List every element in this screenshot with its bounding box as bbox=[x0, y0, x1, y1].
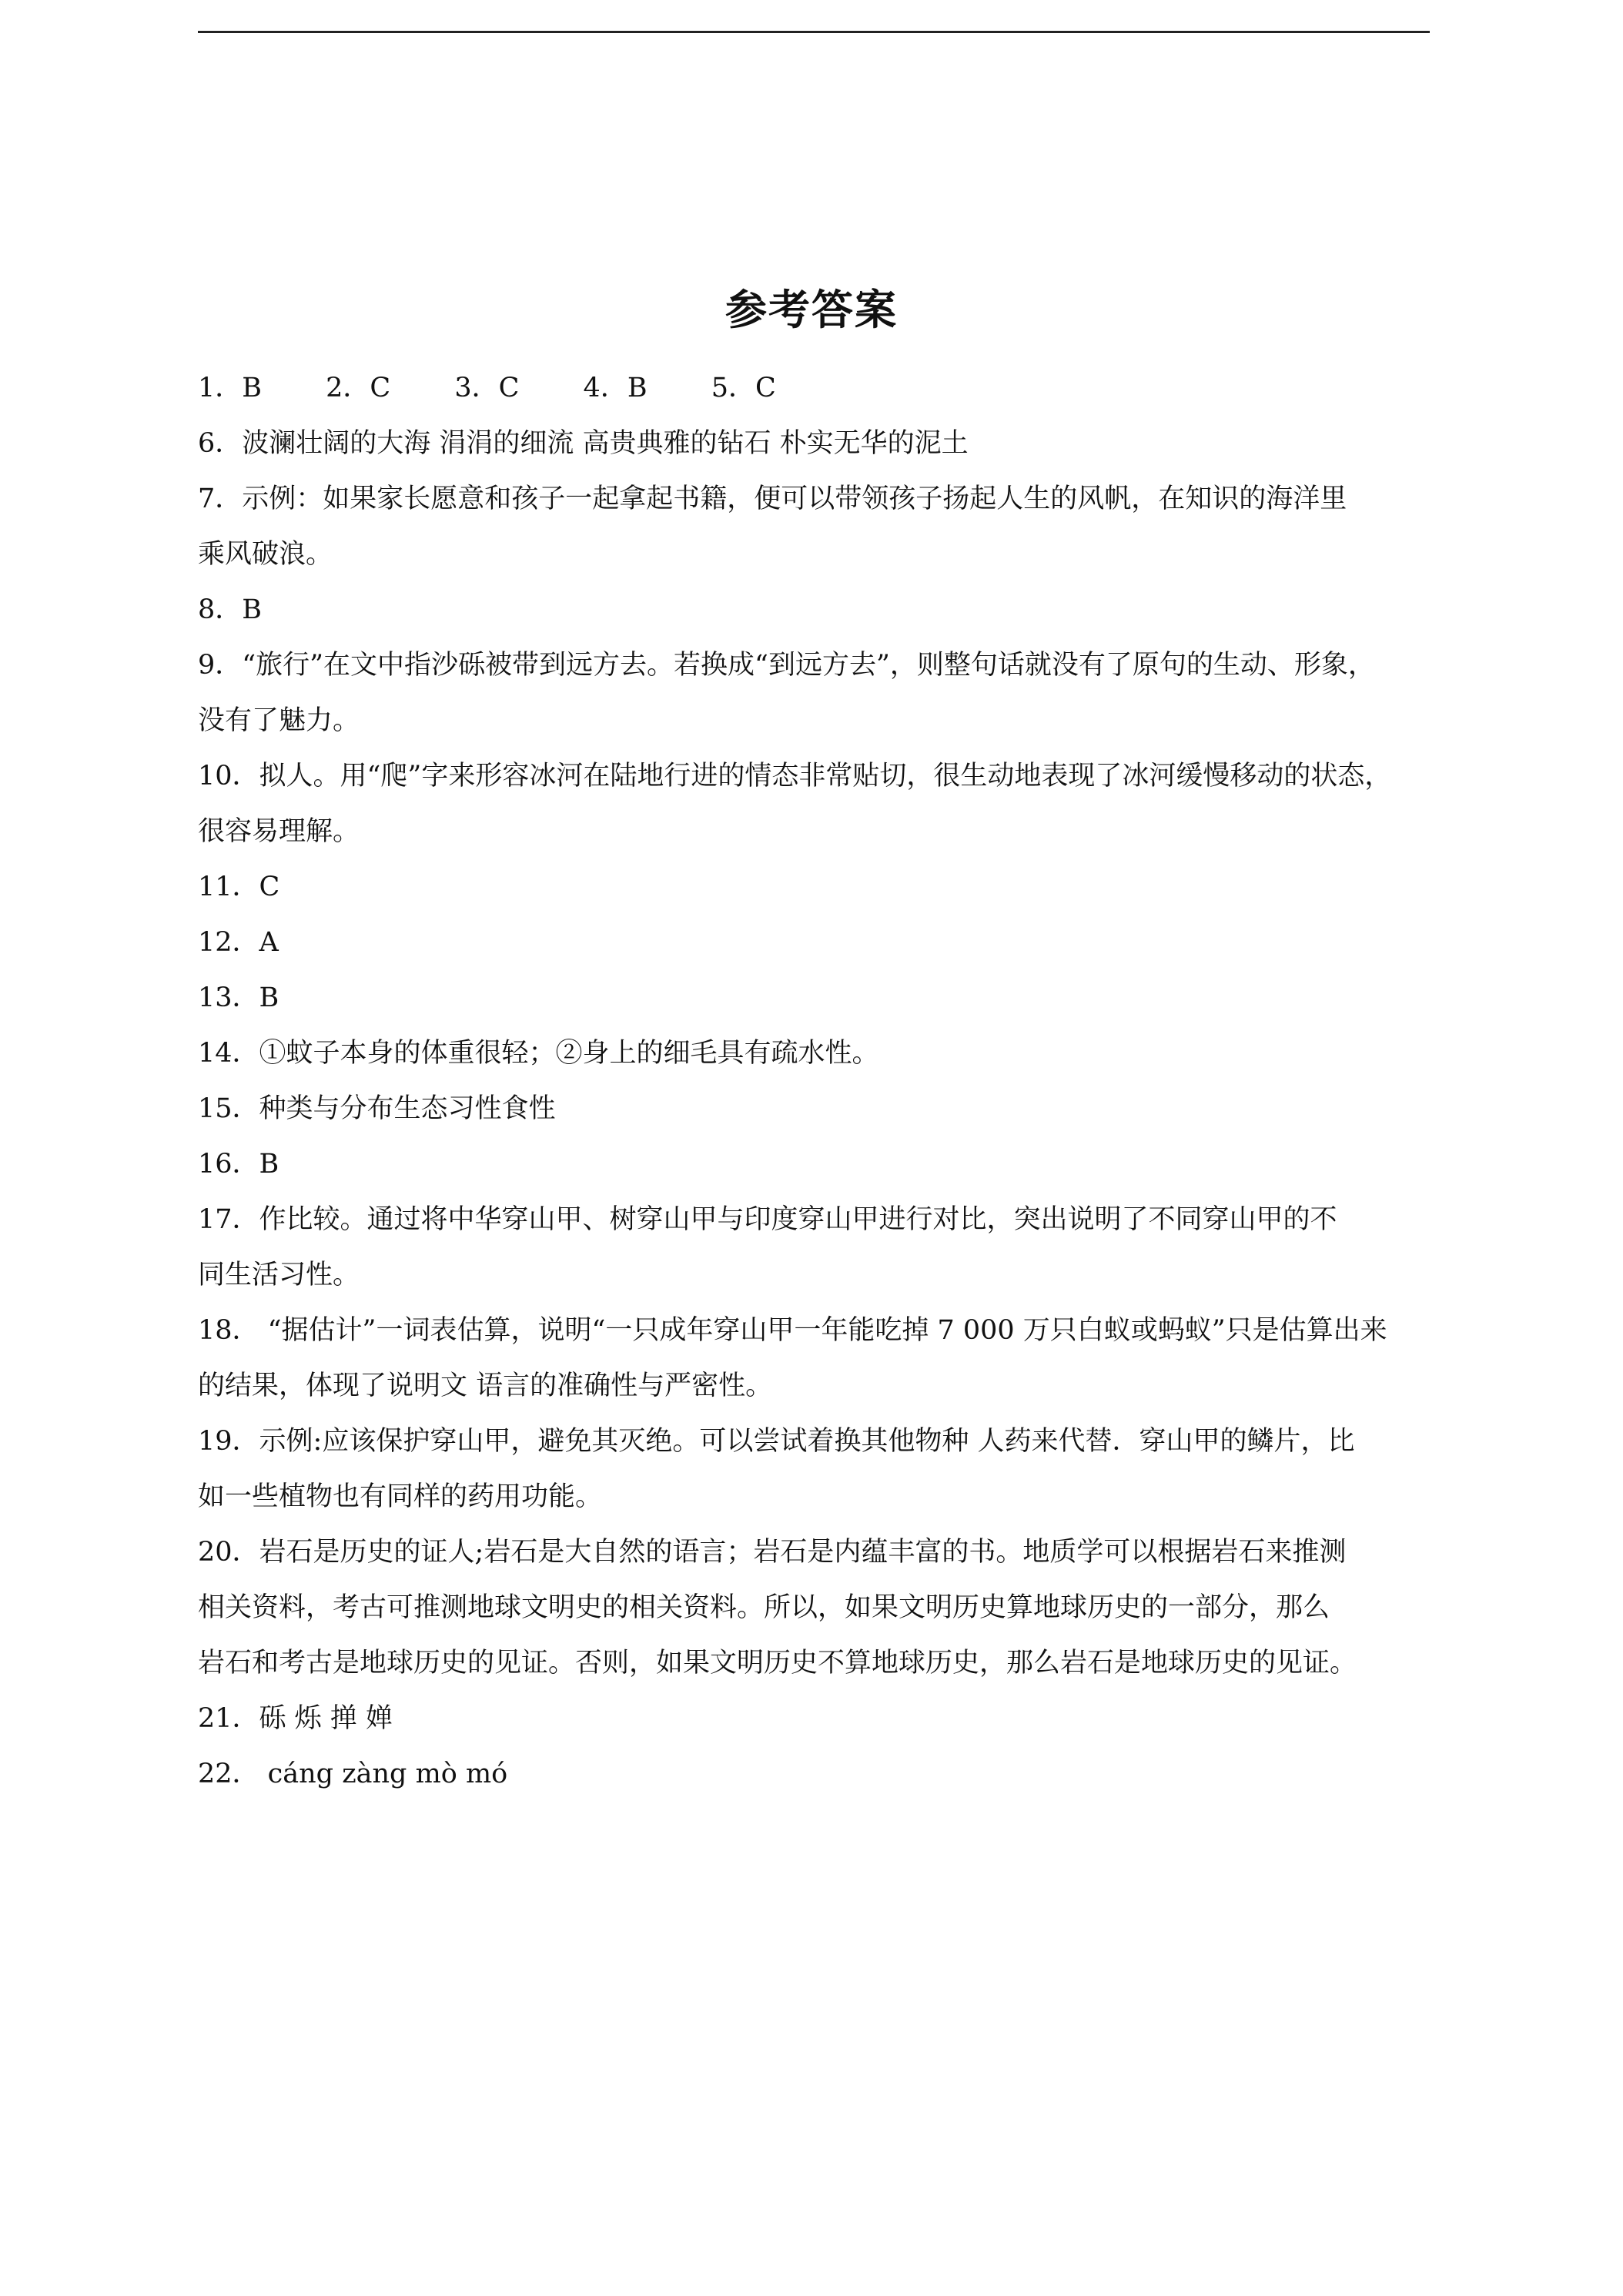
answer-list bbox=[198, 360, 1445, 1802]
answer-line: 很容易理解。 bbox=[198, 816, 360, 847]
answer-line: 9．“旅行”在文中指沙砾被带到远方去。若换成“到远方去”，则整句话就没有了原句的生动、形象， bbox=[198, 650, 1375, 681]
answer-item: 4．B bbox=[583, 373, 648, 403]
answer-line: 同生活习性。 bbox=[198, 1260, 360, 1290]
answer-line: 乘风破浪。 bbox=[198, 539, 333, 570]
answer-line: 10．拟人。用“爬”字来形容冰河在陆地行进的情态非常贴切，很生动地表现了冰河缓慢移动的状态， bbox=[198, 761, 1392, 792]
answer-line: 22． cáng zàng mò mó bbox=[198, 1759, 508, 1789]
answer-line: 20．岩石是历史的证人;岩石是大自然的语言；岩石是内蕴丰富的书。地质学可以根据岩石来推测 bbox=[198, 1537, 1347, 1568]
answer-line: 15．种类与分布生态习性食性 bbox=[198, 1093, 556, 1124]
answer-line: 6．波澜壮阔的大海 涓涓的细流 高贵典雅的钻石 朴实无华的泥土 bbox=[198, 428, 969, 459]
answer-line: 如一些植物也有同样的药用功能。 bbox=[198, 1481, 603, 1512]
answer-line: 的结果，体现了说明文 语言的准确性与严密性。 bbox=[198, 1371, 773, 1401]
answer-item: 5．C bbox=[711, 373, 776, 403]
answer-line: 14．①蚊子本身的体重很轻；②身上的细毛具有疏水性。 bbox=[198, 1038, 879, 1069]
answer-line: 8．B bbox=[198, 594, 262, 625]
answer-line: 7．示例：如果家长愿意和孩子一起拿起书籍，便可以带领孩子扬起人生的风帆，在知识的海洋里 bbox=[198, 484, 1347, 514]
answer-line: 18． “据估计”一词表估算，说明“一只成年穿山甲一年能吃掉 7 000 万只白蚁或蚂蚁”只是估算出来 bbox=[198, 1315, 1387, 1346]
answer-line: 岩石和考古是地球历史的见证。否则，如果文明历史不算地球历史，那么岩石是地球历史的见证。 bbox=[198, 1648, 1357, 1678]
answer-line-mc bbox=[198, 360, 1445, 416]
answer-line: 21．砾 烁 掸 婵 bbox=[198, 1703, 393, 1734]
page-title: 参考答案 bbox=[725, 285, 898, 334]
answer-line: 没有了魅力。 bbox=[198, 705, 360, 736]
answer-item: 2．C bbox=[326, 373, 391, 403]
answer-line: 相关资料，考古可推测地球文明史的相关资料。所以，如果文明历史算地球历史的一部分，那么 bbox=[198, 1592, 1330, 1623]
answer-item: 3．C bbox=[454, 373, 520, 403]
answer-line: 16．B bbox=[198, 1149, 279, 1180]
answer-line: 19．示例:应该保护穿山甲，避免其灭绝。可以尝试着换其他物种 人药来代替．穿山甲的鳞片，比 bbox=[198, 1426, 1355, 1457]
header-rule bbox=[198, 31, 1430, 33]
answer-line: 12．A bbox=[198, 927, 279, 958]
answer-line: 13．B bbox=[198, 982, 279, 1013]
answer-item: 1．B bbox=[198, 373, 262, 403]
answer-line: 11．C bbox=[198, 872, 280, 902]
answer-line: 17．作比较。通过将中华穿山甲、树穿山甲与印度穿山甲进行对比，突出说明了不同穿山甲的不 bbox=[198, 1204, 1337, 1235]
